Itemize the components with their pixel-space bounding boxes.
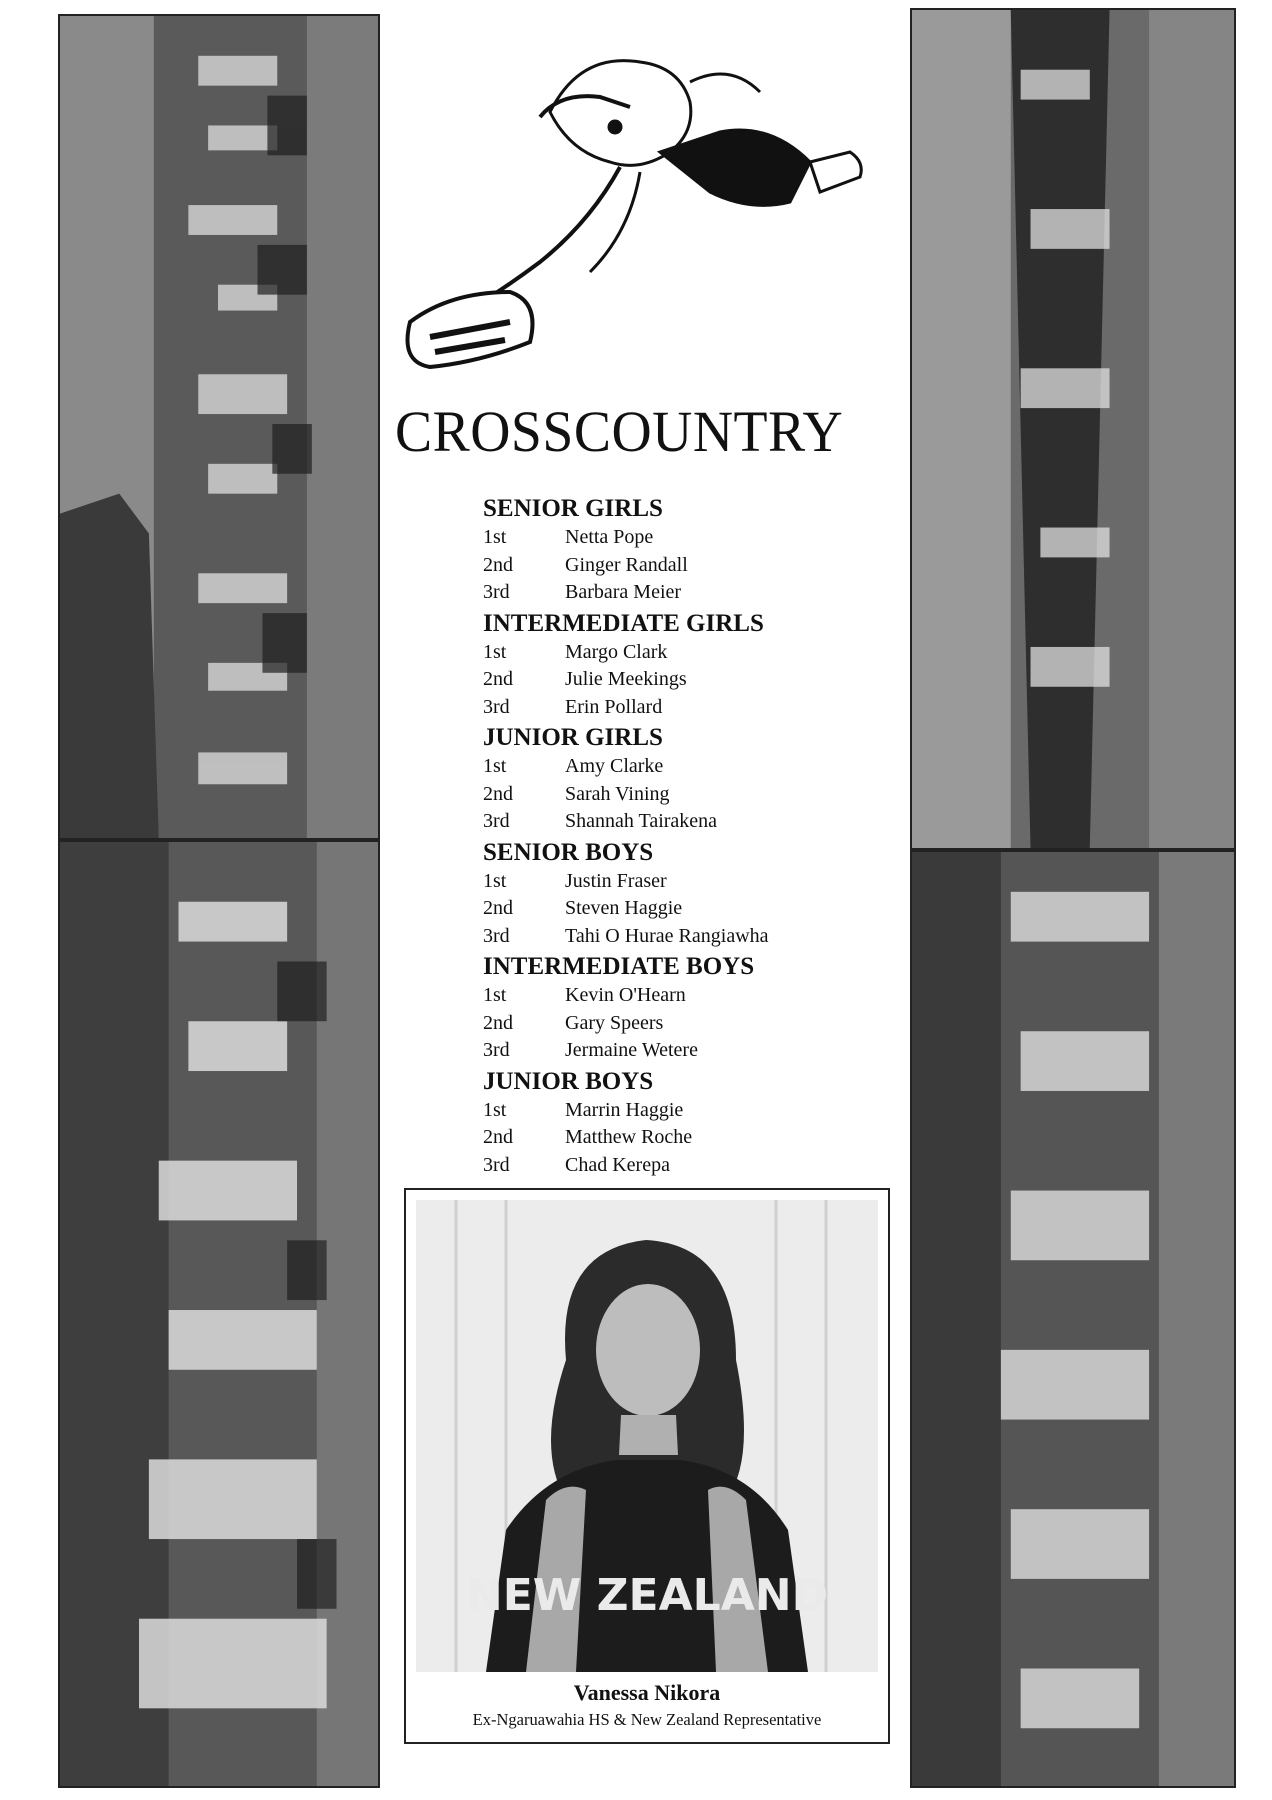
runner-name: Chad Kerepa	[565, 1153, 670, 1176]
runner-name: Ginger Randall	[565, 553, 688, 576]
result-row	[483, 1010, 843, 1038]
runner-name: Netta Pope	[565, 526, 654, 548]
runner-name: Tahi O Hurae Rangiawha	[565, 924, 769, 947]
result-row	[483, 1037, 843, 1065]
runner-icon	[390, 22, 870, 382]
results-list	[483, 492, 843, 1179]
portrait-caption-subtitle: Ex-Ngaruawahia HS & New Zealand Representative	[472, 1710, 822, 1729]
category-heading: INTERMEDIATE GIRLS	[483, 609, 764, 637]
crowd-photo-image	[60, 842, 378, 1786]
result-row	[483, 753, 843, 781]
place-label: 3rd	[483, 581, 510, 603]
runner-name: Gary Speers	[565, 1011, 664, 1034]
crowd-photo-image	[912, 852, 1234, 1786]
result-row	[483, 694, 843, 722]
runner-name: Jermaine Wetere	[565, 1039, 698, 1061]
crowd-photo-image	[60, 16, 378, 838]
runner-name: Matthew Roche	[565, 1126, 693, 1148]
runner-name: Marrin Haggie	[565, 1098, 684, 1121]
place-label: 1st	[483, 640, 507, 663]
result-row	[483, 781, 843, 809]
right-bottom-photo	[910, 850, 1236, 1788]
portrait-image	[416, 1200, 878, 1672]
runner-name: Kevin O'Hearn	[565, 984, 686, 1006]
place-label: 1st	[483, 1098, 507, 1121]
place-label: 2nd	[483, 553, 513, 576]
runner-name: Amy Clarke	[565, 755, 664, 777]
result-row	[483, 895, 843, 923]
place-label: 1st	[483, 984, 507, 1006]
place-label: 2nd	[483, 1126, 513, 1148]
place-label: 3rd	[483, 924, 510, 947]
right-top-photo	[910, 8, 1236, 850]
shirt-text: NEW ZEALAND	[465, 1570, 829, 1621]
left-bottom-photo	[58, 840, 380, 1788]
runner-name: Margo Clark	[565, 640, 668, 663]
place-label: 3rd	[483, 1153, 510, 1176]
result-row	[483, 982, 843, 1010]
place-label: 2nd	[483, 782, 513, 805]
result-row	[483, 923, 843, 951]
place-label: 1st	[483, 526, 507, 548]
place-label: 1st	[483, 755, 507, 777]
result-row	[483, 1097, 843, 1125]
place-label: 3rd	[483, 695, 510, 718]
place-label: 2nd	[483, 897, 513, 919]
portrait-caption-name: Vanessa Nikora	[573, 1680, 721, 1705]
place-label: 3rd	[483, 810, 510, 832]
portrait-photo	[416, 1200, 878, 1672]
result-row	[483, 666, 843, 694]
runner-name: Julie Meekings	[565, 668, 687, 690]
result-row	[483, 552, 843, 580]
runner-illustration	[390, 22, 870, 382]
category-heading: SENIOR GIRLS	[483, 495, 663, 522]
result-row	[483, 1152, 843, 1180]
result-row	[483, 524, 843, 552]
place-label: 3rd	[483, 1039, 510, 1061]
runner-name: Sarah Vining	[565, 782, 670, 805]
category-heading: JUNIOR GIRLS	[483, 724, 663, 751]
runner-name: Shannah Tairakena	[565, 810, 718, 832]
portrait-panel	[404, 1188, 890, 1744]
crowd-photo-image	[912, 10, 1234, 848]
category-heading: SENIOR BOYS	[483, 838, 654, 866]
result-row	[483, 579, 843, 607]
result-row	[483, 639, 843, 667]
result-row	[483, 1124, 843, 1152]
category-heading: JUNIOR BOYS	[483, 1067, 654, 1095]
place-label: 2nd	[483, 1011, 513, 1034]
runner-name: Barbara Meier	[565, 581, 682, 603]
left-top-photo	[58, 14, 380, 840]
page-title: CROSSCOUNTRY	[395, 399, 844, 464]
runner-name: Erin Pollard	[565, 695, 663, 718]
category-heading: INTERMEDIATE BOYS	[483, 953, 755, 980]
result-row	[483, 868, 843, 896]
runner-name: Steven Haggie	[565, 897, 683, 919]
place-label: 1st	[483, 869, 507, 892]
place-label: 2nd	[483, 668, 513, 690]
result-row	[483, 808, 843, 836]
runner-name: Justin Fraser	[565, 869, 667, 892]
